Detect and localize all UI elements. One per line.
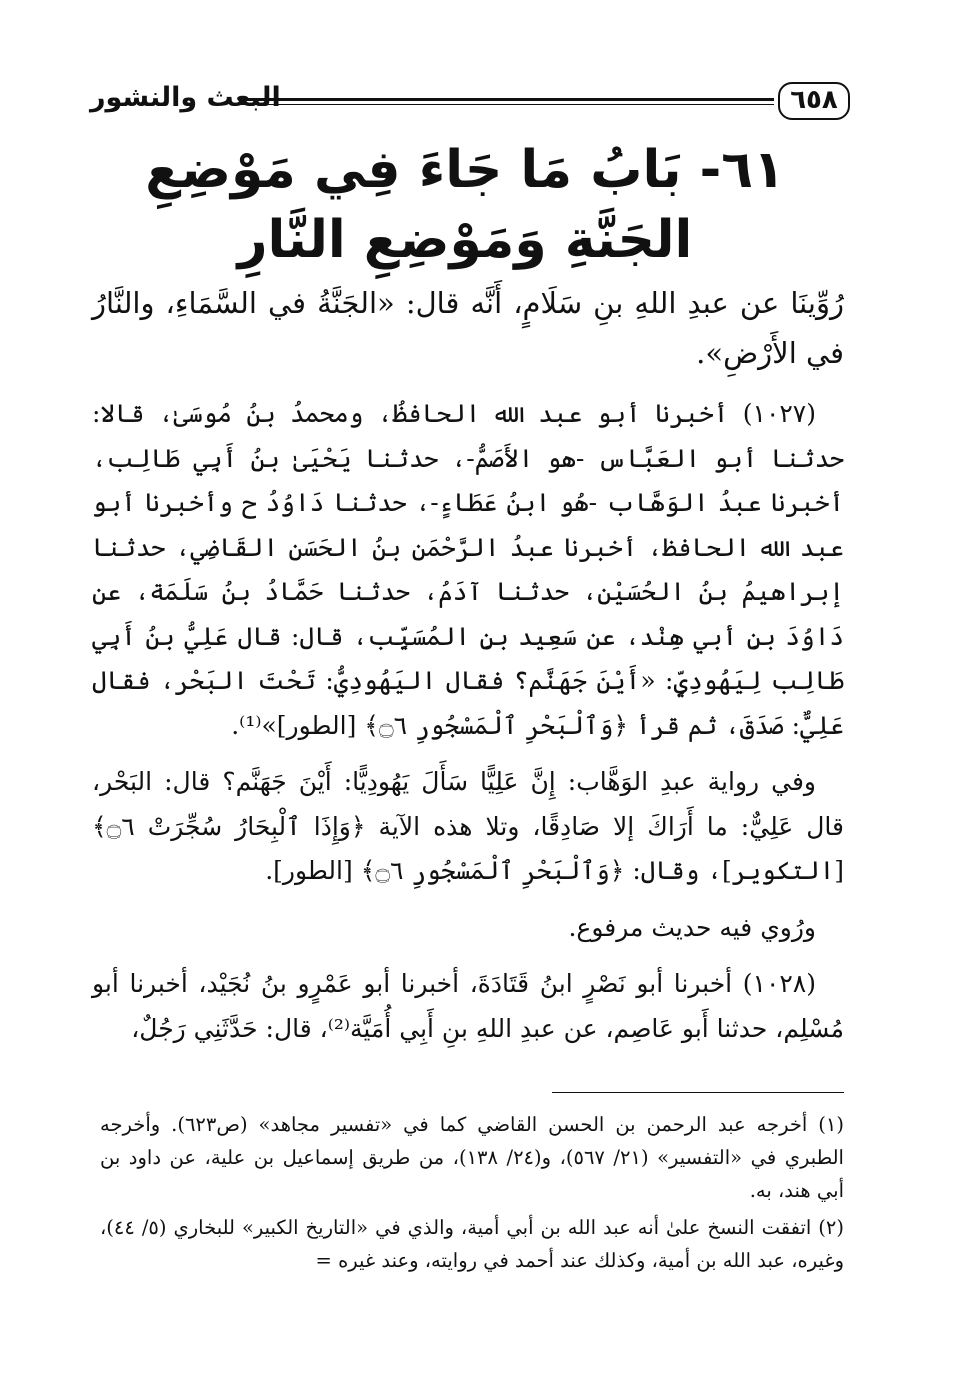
running-title: البعث والنشور [90, 82, 281, 113]
paragraph-hadith-1028: (١٠٢٨) أخبرنا أبو نَصْرٍ ابنُ قَتَادَةَ، أخبرنا أبو عَمْرٍو بنُ نُجَيْد، أخبرنا أبو مُسْلِم، حدثنا أَبو عَاصِم، عن عبدِ اللهِ بنِ أَبِي أُمَيَّة⁽²⁾، قال: حَدَّثَنِي رَجُلٌ، [92, 969, 844, 1043]
footnote-2: (٢) اتفقت النسخ علىٰ أنه عبد الله بن أبي أمية، والذي في «التاريخ الكبير» للبخاري (٥/ ٤٤)، وغيره، عبد الله بن أمية، وكذلك عند أحمد في روايته، وعند غيره = [100, 1216, 844, 1272]
footnotes [100, 1108, 844, 1281]
header-rule [240, 98, 774, 105]
paragraph-intro: رُوِّينَا عن عبدِ اللهِ بنِ سَلَامٍ، أَنَّه قال: «الجَنَّةُ في السَّمَاءِ، والنَّارُ في الأَرْضِ». [92, 286, 844, 370]
body-text [92, 278, 844, 1063]
page-number: ٦٥٨ [778, 82, 850, 120]
paragraph-narration-variant: وفي رواية عبدِ الوَهَّاب: إِنَّ عَلِيًّا سَأَلَ يَهُودِيًّا: أَيْنَ جَهَنَّم؟ قال: البَحْر، قال عَلِيٌّ: ما أَرَاكَ إلا صَادِقًا، وتلا هذه الآية ﴿وَإِذَا ٱلْبِحَارُ سُجِّرَتْ ۝٦﴾ [التكوير]، وقال: ﴿وَٱلْبَحْرِ ٱلْمَسْجُورِ ۝٦﴾ [الطور]. [92, 767, 844, 885]
paragraph-marfu-note: ورُوي فيه حديث مرفوع. [568, 912, 816, 942]
page-header [90, 80, 850, 124]
footnote-separator [552, 1092, 844, 1093]
paragraph-hadith-1027: (١٠٢٧) أخبرنا أبو عبد الله الحافظُ، ومحمدُ بنُ مُوسَىٰ، قالا: حدثنا أبو العَبَّاس -هو الأَصَمُّ-، حدثنا يَحْيَىٰ بنُ أَبِي طَالِب، أخبرنا عبدُ الوَهَّاب -هُو ابنُ عَطَاءٍ-، حدثنا دَاوُدُ ح وأخبرنا أبو عبد الله الحافظ، أخبرنا عبدُ الرَّحْمَن بنُ الحَسَن القَاضِي، حدثنا إبراهيمُ بنُ الحُسَيْن، حدثنا آدَمُ، حدثنا حَمَّادُ بنُ سَلَمَة، عن دَاوُدَ بنِ أبي هِنْد، عن سَعِيد بنِ المُسَيِّب، قال: قال عَلِيُّ بنُ أَبِي طَالِب لِيَهُودِيٍّ: «أَيْنَ جَهَنَّم؟ فقال اليَهُودِيُّ: تَحْتَ البَحْر، فقال عَلِيٌّ: صَدَقَ، ثم قرأ ﴿وَٱلْبَحْرِ ٱلْمَسْجُورِ ۝٦﴾ [الطور]»⁽¹⁾. [92, 399, 844, 740]
footnote-1: (١) أخرجه عبد الرحمن بن الحسن القاضي كما في «تفسير مجاهد» (ص٦٢٣). وأخرجه الطبري في «التفسير» (٢١/ ٥٦٧)، و(٢٤/ ١٣٨)، من طريق إسماعيل بن علية، عن داود بن أبي هند، به. [100, 1113, 844, 1202]
chapter-heading: ٦١- بَابُ مَا جَاءَ فِي مَوْضِعِ الجَنَّةِ وَمَوْضِعِ النَّارِ [145, 140, 785, 270]
